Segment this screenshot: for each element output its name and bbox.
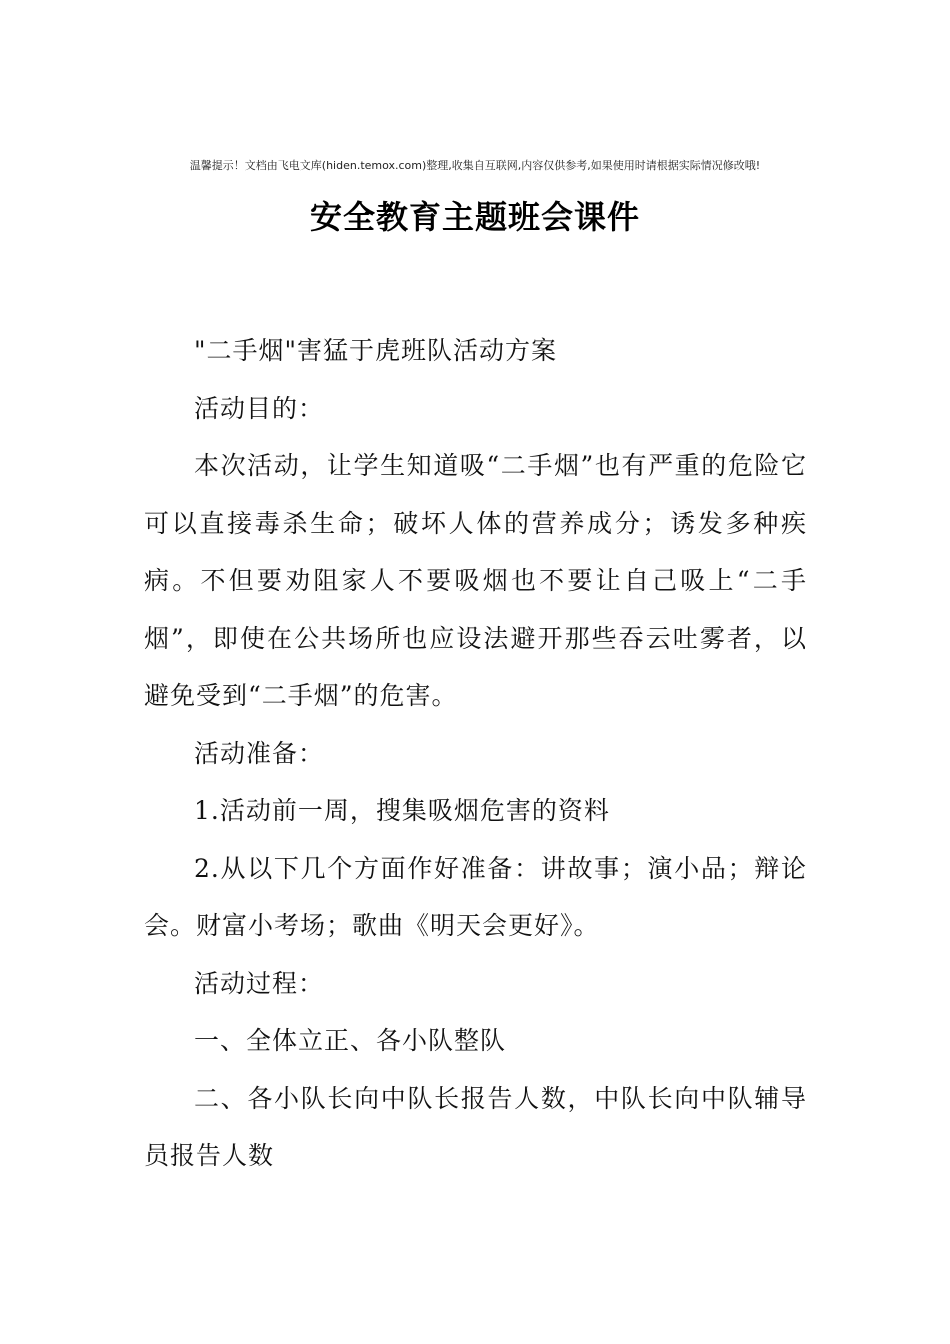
paragraph-prep-item-2: 2.从以下几个方面作好准备：讲故事；演小品；辩论会。财富小考场；歌曲《明天会更好》。 [144,853,807,940]
document-title: 安全教育主题班会课件 [309,198,640,236]
paragraph-goal-heading: 活动目的： [194,393,325,423]
paragraph-prep-item-1: 1.活动前一周，搜集吸烟危害的资料 [194,796,610,825]
paragraph-process-step-2: 二、各小队长向中队长报告人数，中队长向中队辅导员报告人数 [144,1083,807,1170]
header-notice: 温馨提示！文档由飞电文库(hiden.temox.com)整理,收集自互联网,内容仅供参考,如果使用时请根据实际情况修改哦! [189,159,761,172]
paragraph-process-heading: 活动过程： [194,968,325,998]
paragraph-goal-body: 本次活动，让学生知道吸“二手烟”也有严重的危险它可以直接毒杀生命；破坏人体的营养成分；诱发多种疾病。不但要劝阻家人不要吸烟也不要让自己吸上“二手烟”，即使在公共场所也应设法避开那些吞云吐雾者，以避免受到“二手烟”的危害。 [144,451,807,710]
paragraph-prep-heading: 活动准备： [194,738,325,768]
paragraph-process-step-1: 一、全体立正、各小队整队 [194,1026,507,1055]
document-body [144,322,807,1185]
paragraph-plan-title: "二手烟"害猛于虎班队活动方案 [194,336,557,365]
